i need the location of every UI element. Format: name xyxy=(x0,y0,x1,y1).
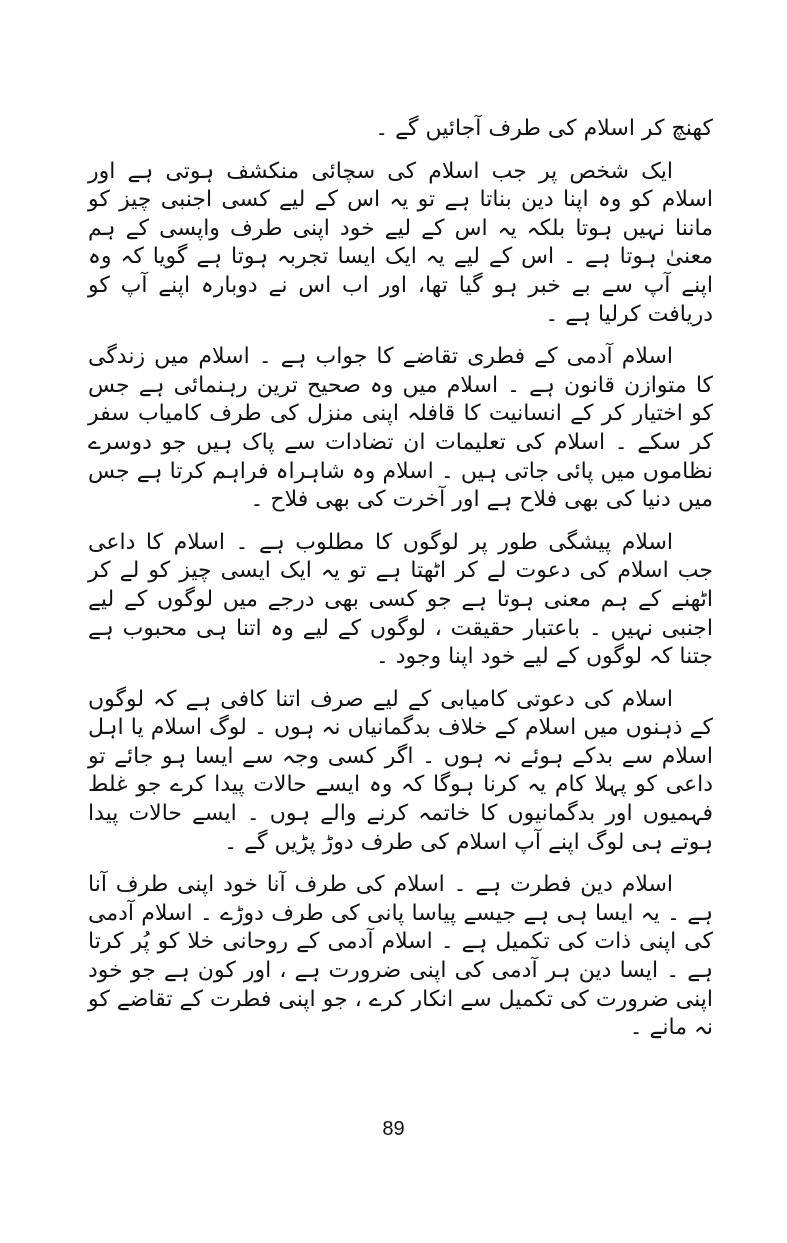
page-number: 89 xyxy=(382,1118,405,1140)
paragraph: اسلام دین فطرت ہے ۔ اسلام کی طرف آنا خود اپنی طرف آنا ہے ۔ یہ ایسا ہی ہے جیسے پیاسا پانی کی طرف دوڑے ۔ اسلام آدمی کی اپنی ذات کی تکمیل ہے ۔ اسلام آدمی کے روحانی خلا کو پُر کرتا ہے ۔ ایسا دین ہر آدمی کی اپنی ضرورت ہے ، اور کون ہے جو خود اپنی ضرورت کی تکمیل سے انکار کرے ، جو اپنی فطرت کے تقاضے کو نہ مانے ۔ xyxy=(88,872,713,1041)
paragraph: اسلام پیشگی طور پر لوگوں کا مطلوب ہے ۔ اسلام کا داعی جب اسلام کی دعوت لے کر اٹھتا ہے تو یہ ایک ایسی چیز کو لے کر اٹھنے کے ہم معنی ہوتا ہے جو کسی بھی درجے میں لوگوں کے لیے اجنبی نہیں ۔ باعتبار حقیقت ، لوگوں کے لیے وہ اتنا ہی محبوب ہے جتنا کہ لوگوں کے لیے خود اپنا وجود ۔ xyxy=(88,529,713,670)
paragraph-continuation: کھنچ کر اسلام کی طرف آجائیں گے ۔ xyxy=(375,116,713,141)
paragraph: اسلام کی دعوتی کامیابی کے لیے صرف اتنا کافی ہے کہ لوگوں کے ذہنوں میں اسلام کے خلاف بدگمانیاں نہ ہوں ۔ لوگ اسلام یا اہل اسلام سے بدکے ہوئے نہ ہوں ۔ اگر کسی وجہ سے ایسا ہو جائے تو داعی کو پہلا کام یہ کرنا ہوگا کہ وہ ایسے حالات پیدا کرے جو غلط فہمیوں اور بدگمانیوں کا خاتمہ کرنے والے ہوں ۔ ایسے حالات پیدا ہوتے ہی لوگ اپنے آپ اسلام کی طرف دوڑ پڑیں گے ۔ xyxy=(88,686,713,855)
paragraph: اسلام آدمی کے فطری تقاضے کا جواب ہے ۔ اسلام میں زندگی کا متوازن قانون ہے ۔ اسلام میں وہ صحیح ترین رہنمائی ہے جس کو اختیار کر کے انسانیت کا قافلہ اپنی منزل کی طرف کامیاب سفر کر سکے ۔ اسلام کی تعلیمات ان تضادات سے پاک ہیں جو دوسرے نظاموں میں پائی جاتی ہیں ۔ اسلام وہ شاہراہ فراہم کرتا ہے جس میں دنیا کی بھی فلاح ہے اور آخرت کی بھی فلاح ۔ xyxy=(88,344,713,513)
paragraph: ایک شخص پر جب اسلام کی سچائی منکشف ہوتی ہے اور اسلام کو وہ اپنا دین بناتا ہے تو یہ اس کے لیے کسی اجنبی چیز کو ماننا نہیں ہوتا بلکہ یہ اس کے لیے خود اپنی طرف واپسی کے ہم معنیٰ ہوتا ہے ۔ اس کے لیے یہ ایک ایسا تجربہ ہوتا ہے گویا کہ وہ اپنے آپ سے بے خبر ہو گیا تھا، اور اب اس نے دوبارہ اپنے آپ کو دریافت کرلیا ہے ۔ xyxy=(88,158,713,327)
page-body-text xyxy=(88,115,713,1057)
